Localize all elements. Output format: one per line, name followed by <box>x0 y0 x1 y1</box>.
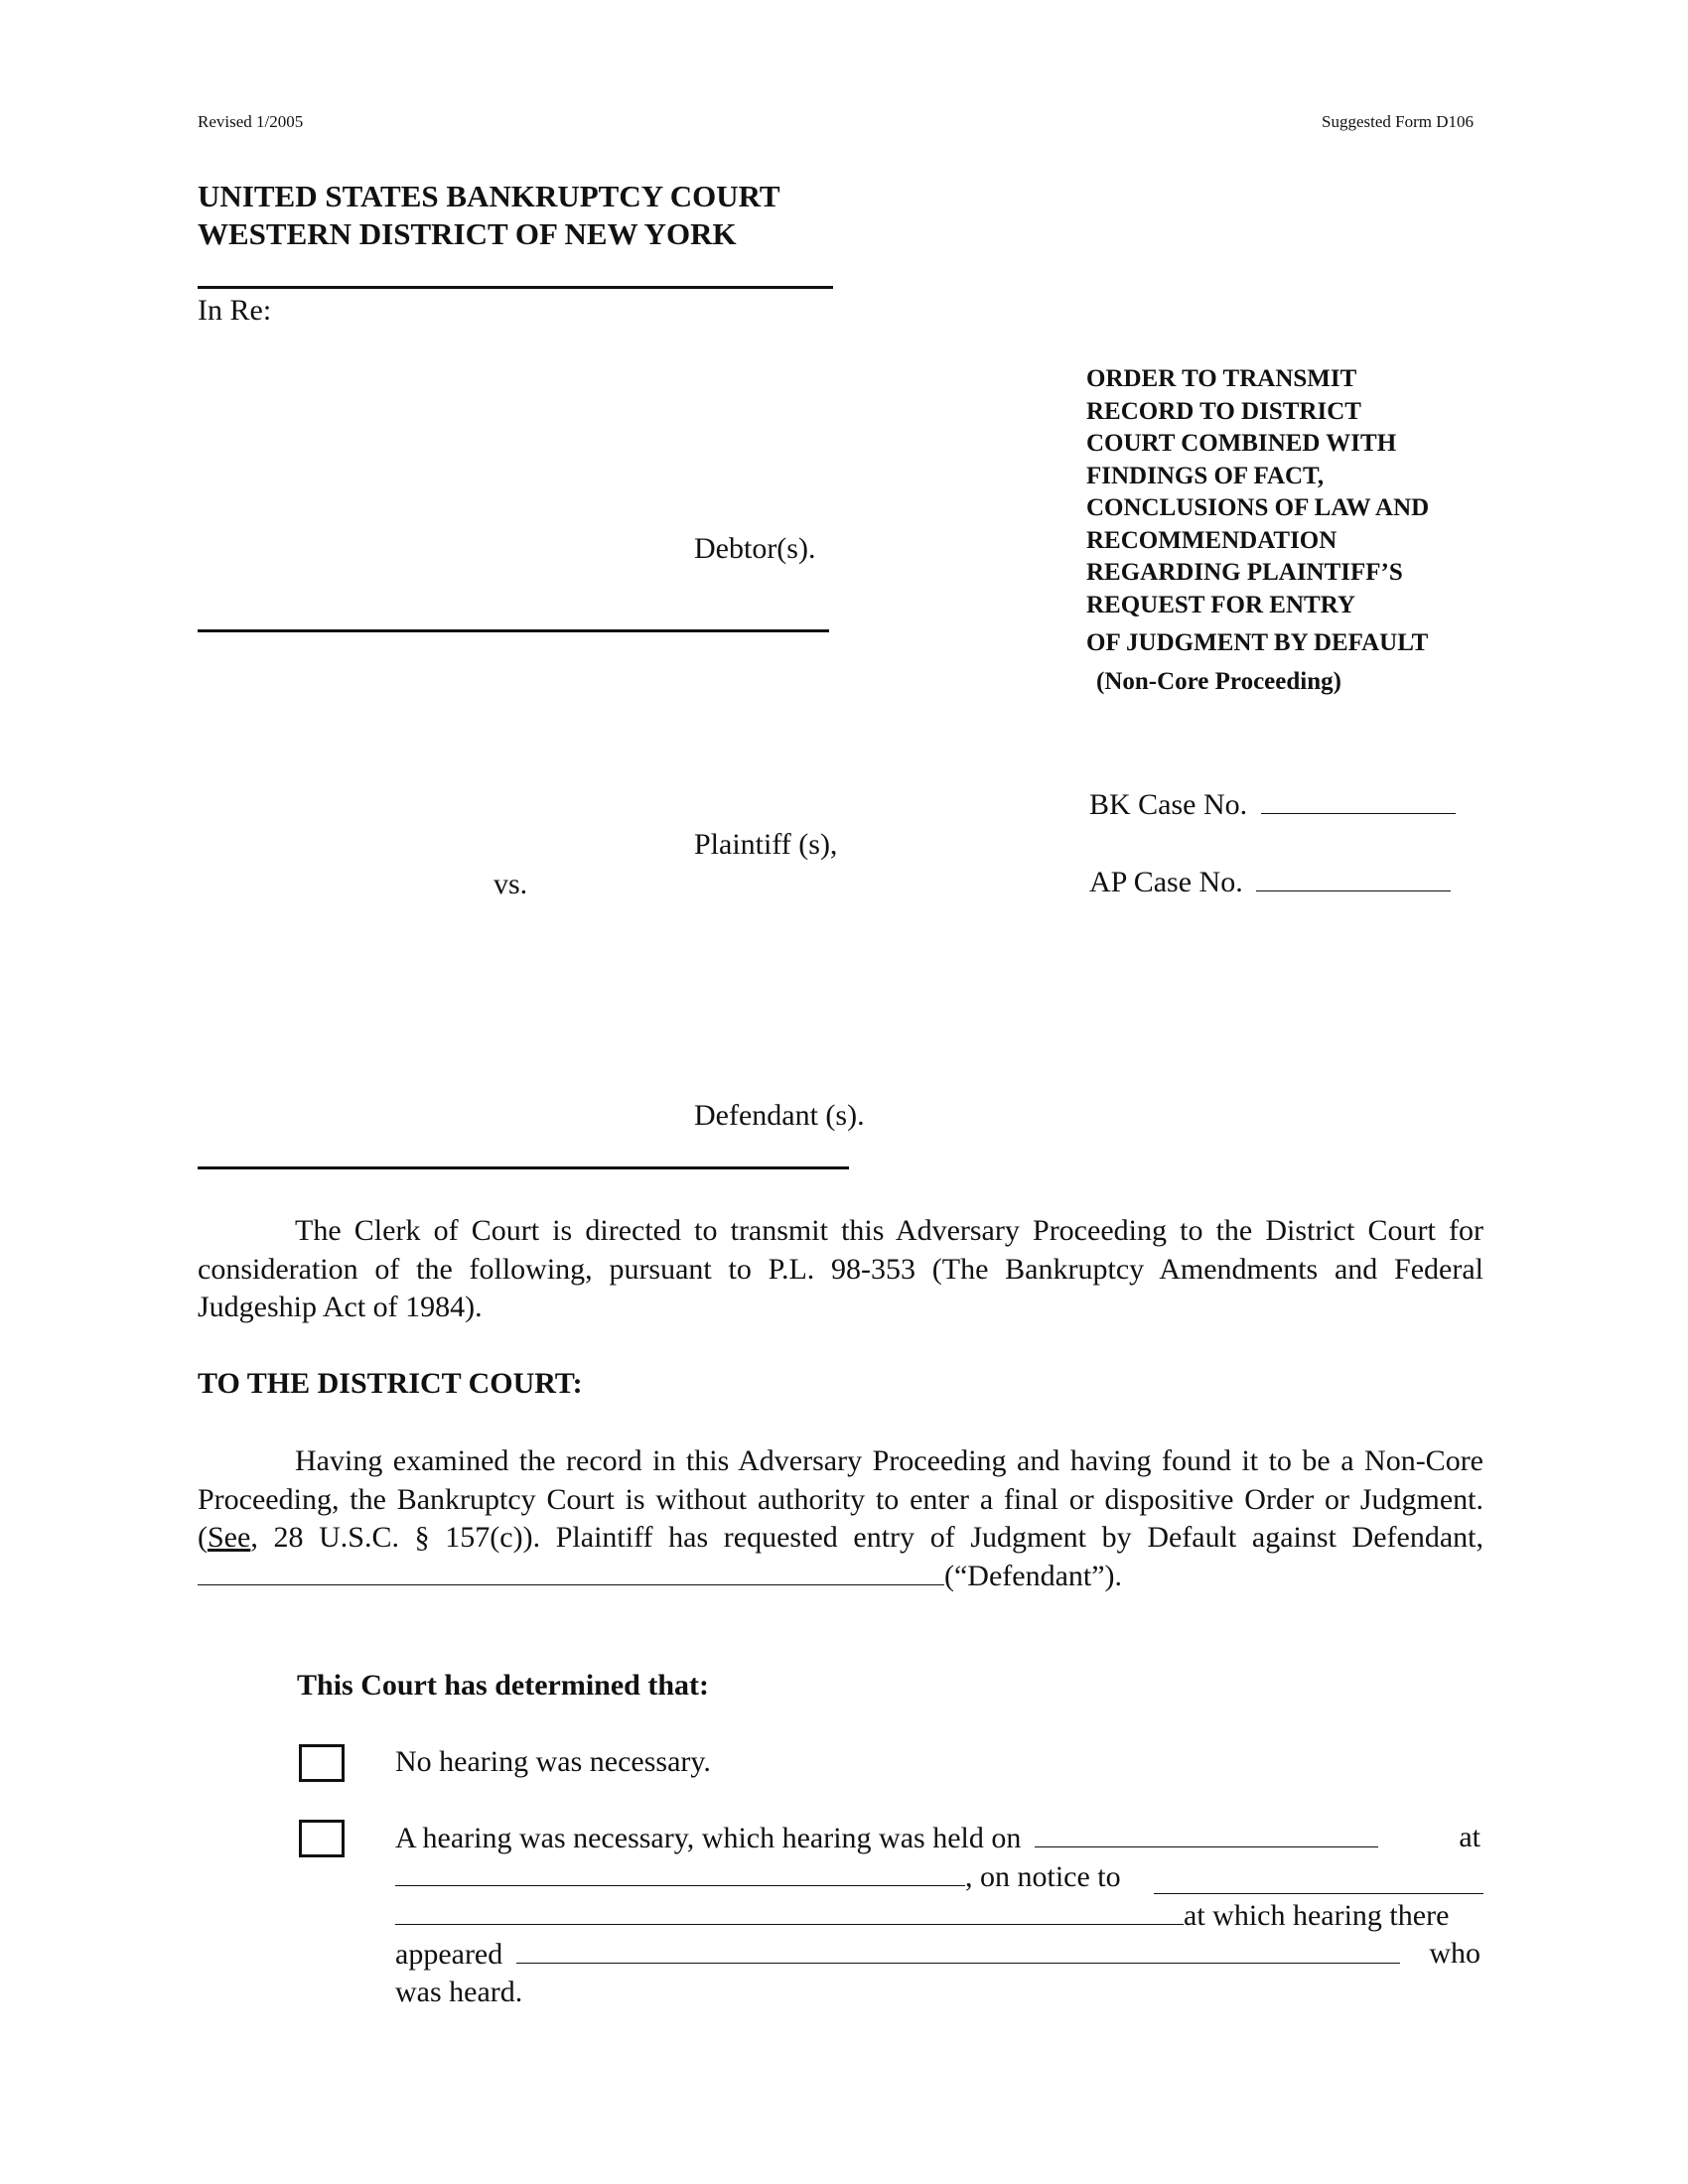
divider-top <box>198 286 833 289</box>
order-title-line: OF JUDGMENT BY DEFAULT <box>1086 629 1429 656</box>
hearing-at-label: at <box>1459 1821 1480 1853</box>
debtor-label: Debtor(s). <box>694 532 816 565</box>
at-which-label: at which hearing there <box>1184 1899 1450 1932</box>
hearing-location-field[interactable] <box>395 1859 965 1886</box>
hearing-line-3 <box>395 1898 1483 1933</box>
defendant-name-field[interactable] <box>198 1559 944 1585</box>
hearing-date-field[interactable] <box>1035 1821 1378 1847</box>
court-name-line2: WESTERN DISTRICT OF NEW YORK <box>198 216 737 251</box>
hearing-held-checkbox[interactable] <box>299 1820 345 1857</box>
transmit-paragraph: The Clerk of Court is directed to transmit this Adversary Proceeding to the District Court for consideration of the following, pursuant to P.L. 98-353 (The Bankruptcy Amendments and Federal Judgeship Act of 1984). <box>198 1214 1483 1323</box>
examination-text-2: , 28 U.S.C. § 157(c)). Plaintiff has requested entry of Judgment by Default against Defendant, <box>250 1521 1483 1554</box>
order-title-line: ORDER TO TRANSMIT <box>1086 365 1357 392</box>
hearing-text: A hearing was necessary, which hearing was held on <box>395 1822 1022 1854</box>
ap-case-label: AP Case No. <box>1089 866 1243 898</box>
appeared-label: appeared <box>395 1938 503 1971</box>
order-title-line: RECOMMENDATION <box>1086 526 1337 554</box>
no-hearing-checkbox[interactable] <box>299 1744 345 1782</box>
court-name-line1: UNITED STATES BANKRUPTCY COURT <box>198 179 780 213</box>
hearing-line-4 <box>395 1937 1483 1972</box>
no-hearing-label: No hearing was necessary. <box>395 1745 711 1778</box>
appearances-field[interactable] <box>516 1937 1400 1964</box>
notice-recipient-continued-field[interactable] <box>395 1898 1184 1925</box>
ap-case-number-field[interactable] <box>1256 865 1451 891</box>
bk-case-label: BK Case No. <box>1089 788 1248 821</box>
plaintiff-label: Plaintiff (s), <box>694 828 838 861</box>
order-title-line: RECORD TO DISTRICT <box>1086 397 1361 425</box>
determined-heading: This Court has determined that: <box>297 1669 710 1702</box>
who-label: who <box>1429 1937 1480 1970</box>
order-title-line: REQUEST FOR ENTRY <box>1086 591 1355 618</box>
order-title-line: REGARDING PLAINTIFF’S <box>1086 559 1403 586</box>
was-heard-label: was heard. <box>395 1976 523 2008</box>
to-district-court-heading: TO THE DISTRICT COURT: <box>198 1367 583 1400</box>
defendant-label: Defendant (s). <box>694 1099 865 1132</box>
hearing-line-1 <box>395 1821 1483 1855</box>
hearing-line-2 <box>395 1859 1483 1894</box>
examination-paragraph <box>198 1442 1483 1595</box>
see-citation: See <box>208 1521 251 1554</box>
order-title-line: CONCLUSIONS OF LAW AND <box>1086 494 1430 521</box>
bk-case-row <box>1089 787 1456 822</box>
form-number: Suggested Form D106 <box>1322 112 1474 131</box>
divider-defendant <box>198 1166 849 1169</box>
divider-debtor <box>198 629 829 632</box>
revised-date: Revised 1/2005 <box>198 112 304 131</box>
ap-case-row <box>1089 865 1451 899</box>
on-notice-label: , on notice to <box>965 1860 1121 1893</box>
order-title-line: COURT COMBINED WITH <box>1086 430 1397 457</box>
order-title <box>1086 363 1429 698</box>
order-subtitle: (Non-Core Proceeding) <box>1096 667 1341 695</box>
order-title-line: FINDINGS OF FACT, <box>1086 462 1325 489</box>
versus-label: vs. <box>493 868 528 900</box>
in-re-label: In Re: <box>198 294 272 327</box>
examination-text-3: (“Defendant”). <box>944 1559 1123 1592</box>
notice-recipient-field[interactable] <box>1154 1867 1483 1894</box>
examination-text-1: Having examined the record in this Adversary Proceeding and having found it to be a Non-Core Proceeding, the Bankruptcy Court is without authority to enter a final or dispositive Order or Judgment. ( <box>198 1444 1483 1554</box>
bk-case-number-field[interactable] <box>1261 787 1456 814</box>
